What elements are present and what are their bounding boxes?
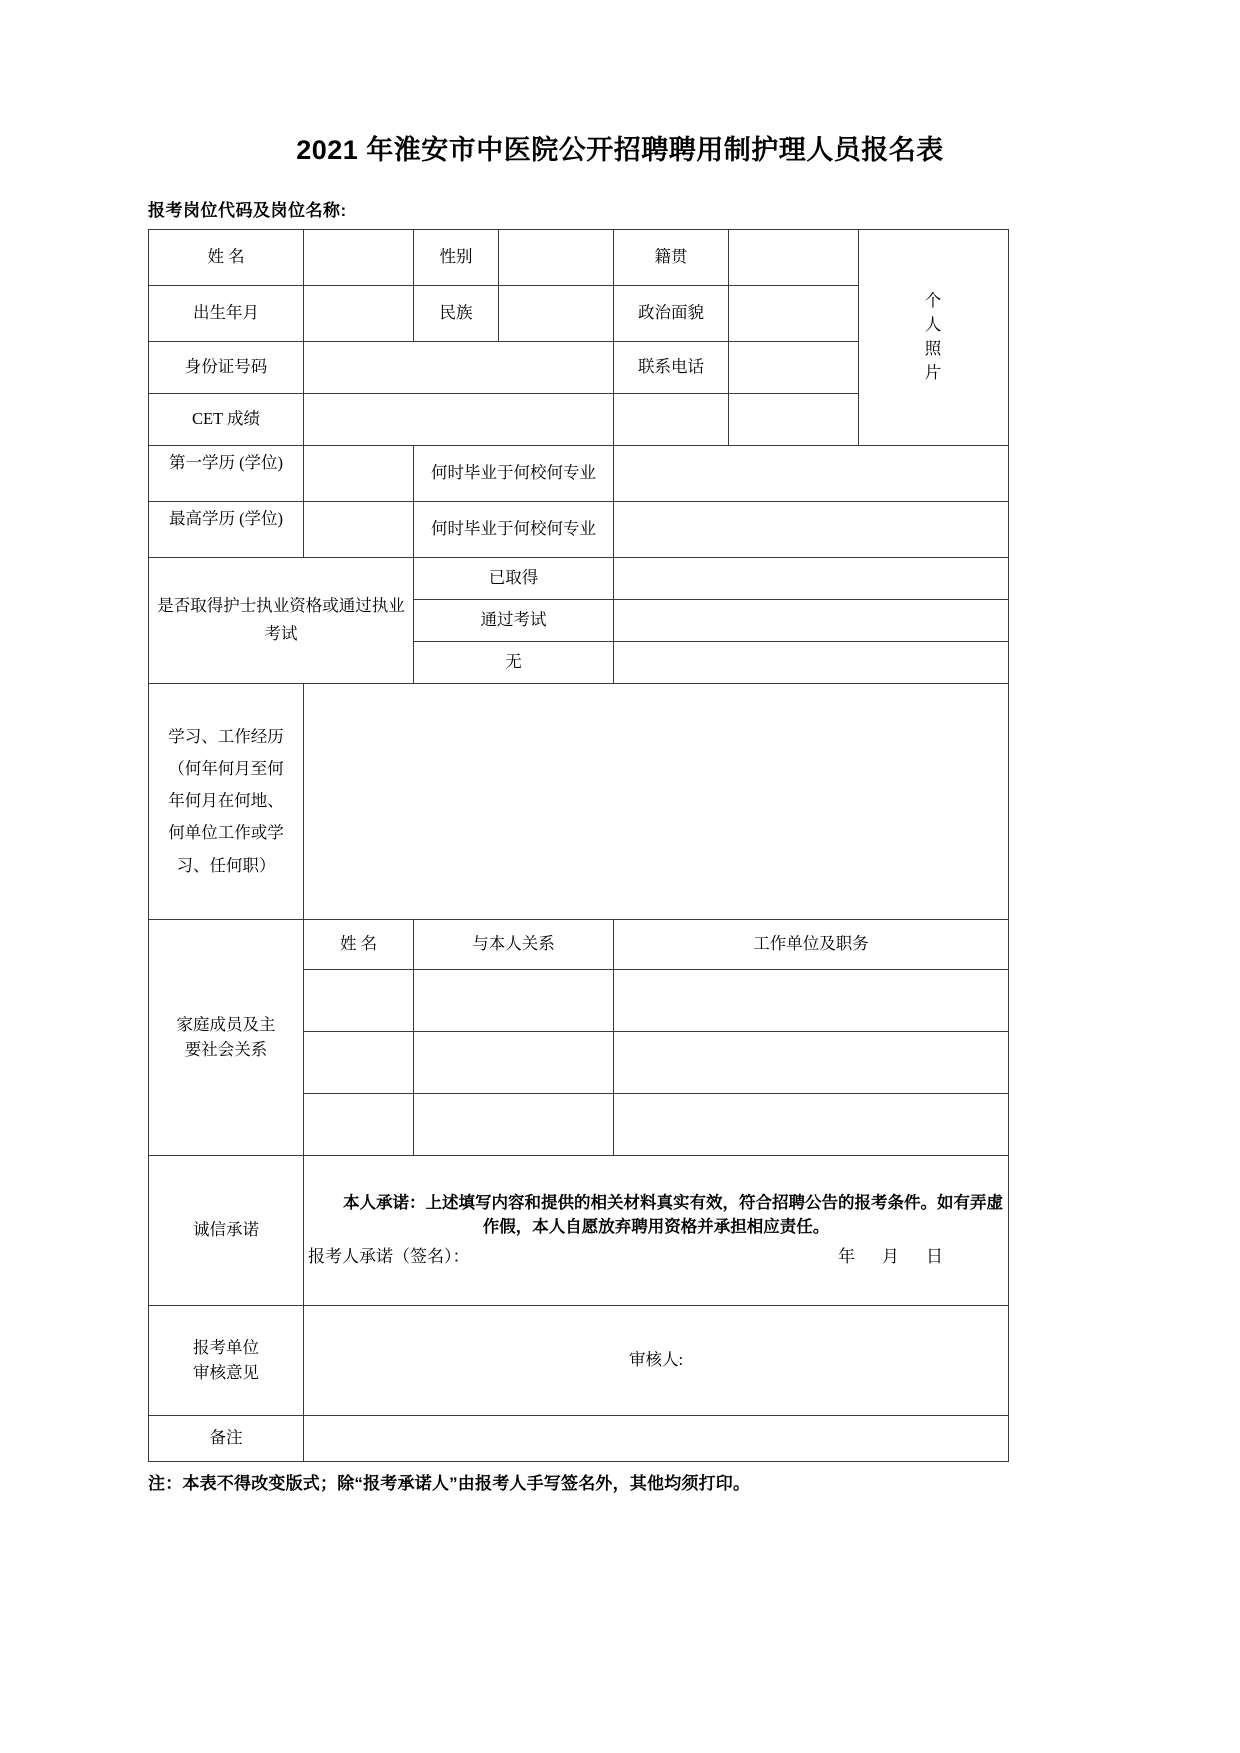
- field-gender[interactable]: [499, 229, 614, 285]
- label-phone: 联系电话: [614, 341, 729, 393]
- field-cet-extra-2[interactable]: [729, 393, 859, 445]
- pledge-signature-row: [308, 1245, 1004, 1270]
- family-cell-work-unit[interactable]: [614, 969, 1009, 1031]
- pledge-date-fields[interactable]: [838, 1245, 970, 1270]
- field-highest-degree[interactable]: [304, 501, 414, 557]
- label-experience: [149, 683, 304, 919]
- label-highest-degree-graduation: 何时毕业于何校何专业: [414, 501, 614, 557]
- field-license-none[interactable]: [614, 641, 1009, 683]
- field-phone[interactable]: [729, 341, 859, 393]
- photo-placeholder[interactable]: [859, 229, 1009, 445]
- field-birth-date[interactable]: [304, 285, 414, 341]
- table-row-experience: [149, 683, 1009, 919]
- field-first-degree-graduation[interactable]: [614, 445, 1009, 501]
- table-row-name: [149, 229, 1009, 285]
- pledge-signature-label[interactable]: 报考人承诺（签名）：: [308, 1246, 470, 1266]
- field-license-obtained[interactable]: [614, 557, 1009, 599]
- table-row-highest-degree: [149, 501, 1009, 557]
- audit-label-line-2: 审核意见: [193, 1363, 259, 1383]
- field-ethnicity[interactable]: [499, 285, 614, 341]
- license-option-obtained: 已取得: [414, 557, 614, 599]
- label-family-relations: [149, 919, 304, 1155]
- label-first-degree-graduation: 何时毕业于何校何专业: [414, 445, 614, 501]
- auditor-label: 审核人:: [628, 1350, 684, 1370]
- family-cell-relation[interactable]: [414, 1031, 614, 1093]
- experience-label-line-3: 年何月在何地、: [168, 791, 284, 811]
- table-row-family-header: [149, 919, 1009, 969]
- pledge-text: 本人承诺：上述填写内容和提供的相关材料真实有效，符合招聘公告的报考条件。如有弄虚作假，本人自愿放弃聘用资格并承担相应责任。: [343, 1193, 1003, 1236]
- field-audit-opinion[interactable]: [304, 1305, 1009, 1415]
- experience-label-line-1: 学习、工作经历: [168, 726, 284, 746]
- family-header-work-unit: 工作单位及职务: [614, 919, 1009, 969]
- field-name[interactable]: [304, 229, 414, 285]
- audit-label-line-1: 报考单位: [193, 1337, 259, 1357]
- experience-label-line-2: （何年何月至何: [168, 759, 284, 779]
- page-title: 2021 年淮安市中医院公开招聘聘用制护理人员报名表: [296, 135, 944, 165]
- field-political-status[interactable]: [729, 285, 859, 341]
- field-remark[interactable]: [304, 1415, 1009, 1461]
- pledge-date-day: 日: [926, 1246, 944, 1266]
- family-cell-name[interactable]: [304, 1093, 414, 1155]
- label-highest-degree: 最高学历 (学位): [149, 501, 304, 557]
- field-experience[interactable]: [304, 683, 1009, 919]
- table-row-pledge: [149, 1155, 1009, 1305]
- label-native-place: 籍贯: [614, 229, 729, 285]
- photo-char-3: 照: [924, 339, 943, 359]
- family-cell-work-unit[interactable]: [614, 1031, 1009, 1093]
- family-cell-work-unit[interactable]: [614, 1093, 1009, 1155]
- label-name: 姓 名: [149, 229, 304, 285]
- photo-char-1: 个: [924, 291, 943, 311]
- field-cet-extra-1[interactable]: [614, 393, 729, 445]
- label-gender: 性别: [414, 229, 499, 285]
- license-option-passed-exam: 通过考试: [414, 599, 614, 641]
- label-integrity-pledge: 诚信承诺: [149, 1155, 304, 1305]
- position-code-label: 报考岗位代码及岗位名称:: [148, 200, 347, 220]
- label-id-number: 身份证号码: [149, 341, 304, 393]
- experience-label-line-5: 习、任何职）: [176, 855, 276, 875]
- field-cet-score[interactable]: [304, 393, 614, 445]
- family-cell-name[interactable]: [304, 1031, 414, 1093]
- photo-char-4: 片: [924, 363, 943, 383]
- experience-label-line-4: 何单位工作或学: [168, 823, 284, 843]
- family-header-relation: 与本人关系: [414, 919, 614, 969]
- family-cell-relation[interactable]: [414, 1093, 614, 1155]
- label-birth-date: 出生年月: [149, 285, 304, 341]
- table-row-audit: [149, 1305, 1009, 1415]
- pledge-date-month: 月: [882, 1246, 900, 1266]
- label-cet-score: CET 成绩: [149, 393, 304, 445]
- table-row-remark: [149, 1415, 1009, 1461]
- family-label-line-2: 要社会关系: [184, 1040, 268, 1060]
- label-ethnicity: 民族: [414, 285, 499, 341]
- form-footnote: 注：本表不得改变版式；除“报考承诺人”由报考人手写签名外，其他均须打印。: [148, 1473, 751, 1493]
- field-id-number[interactable]: [304, 341, 614, 393]
- family-header-name: 姓 名: [304, 919, 414, 969]
- label-first-degree: 第一学历 (学位): [149, 445, 304, 501]
- label-political-status: 政治面貌: [614, 285, 729, 341]
- field-license-passed-exam[interactable]: [614, 599, 1009, 641]
- label-remark: 备注: [149, 1415, 304, 1461]
- registration-form-table: [148, 229, 1009, 1462]
- family-label-line-1: 家庭成员及主: [176, 1014, 276, 1034]
- label-audit-opinion: [149, 1305, 304, 1415]
- family-cell-relation[interactable]: [414, 969, 614, 1031]
- field-native-place[interactable]: [729, 229, 859, 285]
- table-row-first-degree: [149, 445, 1009, 501]
- label-nursing-license: 是否取得护士执业资格或通过执业考试: [149, 557, 414, 683]
- pledge-date-year: 年: [838, 1246, 856, 1266]
- field-highest-degree-graduation[interactable]: [614, 501, 1009, 557]
- field-first-degree[interactable]: [304, 445, 414, 501]
- license-option-none: 无: [414, 641, 614, 683]
- photo-char-2: 人: [924, 315, 943, 335]
- pledge-content: [304, 1155, 1009, 1305]
- table-row-license-obtained: [149, 557, 1009, 599]
- family-cell-name[interactable]: [304, 969, 414, 1031]
